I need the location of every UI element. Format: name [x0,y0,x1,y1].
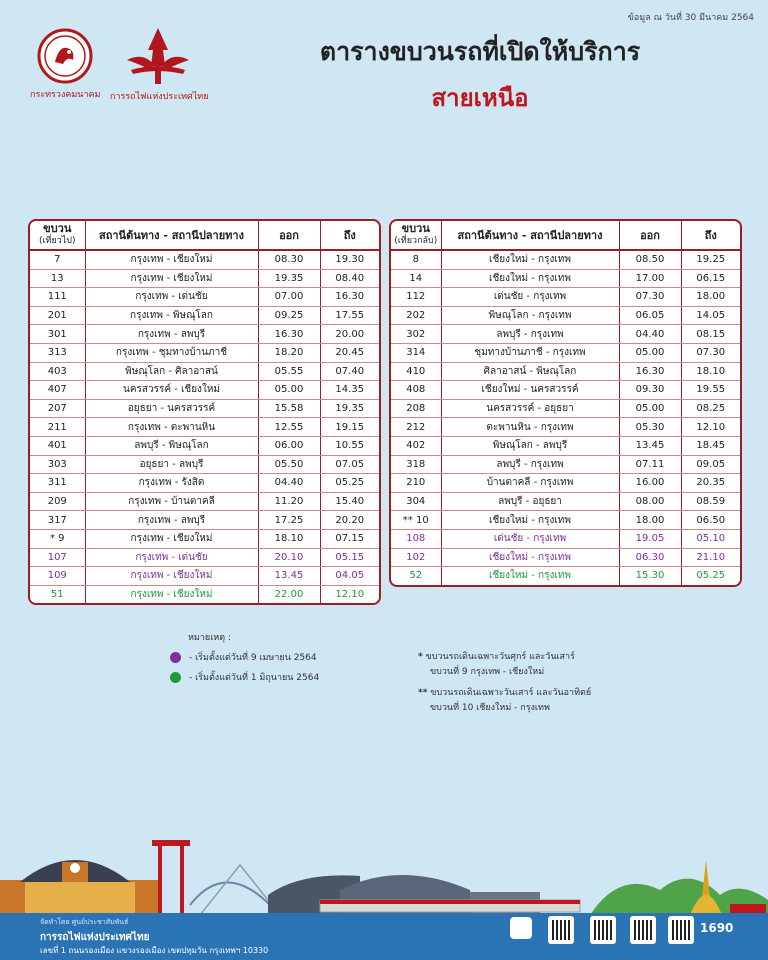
inbound-rows [391,250,740,585]
depart-time: 09.25 [258,306,320,325]
route-cell: กรุงเทพ - เด่นชัย [85,548,258,567]
arrive-time: 18.45 [681,436,740,455]
page-title: ตารางขบวนรถที่เปิดให้บริการ [319,37,641,66]
route-cell: กรุงเทพ - เด่นชัย [85,288,258,307]
arrive-time: 08.59 [681,492,740,511]
route-cell: กรุงเทพ - เชียงใหม่ [85,250,258,269]
depart-time: 05.00 [258,381,320,400]
route-cell: อยุธยา - นครสวรรค์ [85,399,258,418]
table-row [30,529,379,548]
depart-time: 08.30 [258,250,320,269]
depart-time: 18.10 [258,529,320,548]
train-notes [418,650,591,716]
legend-title: หมายเหตุ : [188,633,231,643]
table-row [30,250,379,269]
train-number: 212 [391,418,441,437]
train-number: 407 [30,381,85,400]
depart-time: 16.00 [619,474,681,493]
train-number: 201 [30,306,85,325]
note-double-star: ** ขบวนรถเดินเฉพาะวันเสาร์ และวันอาทิตย์ [418,688,592,698]
train-number: 8 [391,250,441,269]
route-cell: เด่นชัย - กรุงเทพ [441,288,619,307]
footer-address: เลขที่ 1 ถนนรองเมือง แขวงรองเมือง เขตปทุมวัน กรุงเทพฯ 10330 [40,946,269,955]
arrive-time: 20.35 [681,474,740,493]
depart-time: 19.35 [258,269,320,288]
col-train: ขบวน (เที่ยวไป) [30,221,85,250]
col-train: ขบวน (เที่ยวกลับ) [391,221,441,250]
train-number: 318 [391,455,441,474]
page-subtitle: สายเหนือ [431,84,529,112]
table-row [391,306,740,325]
route-cell: กรุงเทพ - เชียงใหม่ [85,529,258,548]
depart-time: 06.05 [619,306,681,325]
depart-time: 06.00 [258,436,320,455]
train-number: 208 [391,399,441,418]
table-row [30,567,379,586]
arrive-time: 19.25 [681,250,740,269]
arrive-time: 05.25 [696,570,726,582]
route-cell: ลพบุรี - กรุงเทพ [441,325,619,344]
route-cell: ชุมทางบ้านภาชี - กรุงเทพ [441,343,619,362]
train-number: 314 [391,343,441,362]
arrive-time: 06.50 [681,511,740,530]
arrive-time: 10.55 [320,436,379,455]
footer [0,913,768,960]
train-number: 408 [391,381,441,400]
note-single-star-detail: ขบวนที่ 9 กรุงเทพ - เชียงใหม่ [430,667,545,677]
depart-time: 05.55 [258,362,320,381]
depart-time: 07.30 [619,288,681,307]
table-row [391,529,740,548]
note-single-star: * ขบวนรถเดินเฉพาะวันศุกร์ และวันเสาร์ [418,652,575,662]
train-number: 51 [30,585,85,603]
srt-emblem-icon [123,26,193,86]
train-number: 403 [30,362,85,381]
route-cell: กรุงเทพ - ตะพานหิน [85,418,258,437]
table-row [30,436,379,455]
table-row [391,288,740,307]
train-number: 210 [391,474,441,493]
arrive-time: 20.20 [320,511,379,530]
train-number: 108 [391,529,441,548]
train-number: 13 [30,269,85,288]
footer-org: การรถไฟแห่งประเทศไทย [40,932,150,943]
table-row [30,325,379,344]
train-number: 202 [391,306,441,325]
col-depart: ออก [619,221,681,250]
depart-time: 13.45 [258,567,320,586]
route-cell: ศิลาอาสน์ - พิษณุโลก [441,362,619,381]
table-row [30,381,379,400]
depart-time: 20.10 [258,548,320,567]
qr-code-icon[interactable] [590,916,616,944]
table-row [30,399,379,418]
route-cell: กรุงเทพ - บ้านตาคลี [85,492,258,511]
train-number: 311 [30,474,85,493]
arrive-time: 07.30 [681,343,740,362]
srt-caption: การรถไฟแห่งประเทศไทย [110,92,209,102]
table-row [30,455,379,474]
depart-time: 04.40 [619,325,681,344]
table-row [30,548,379,567]
train-number: 302 [391,325,441,344]
depart-time: 18.00 [619,511,681,530]
train-number: 303 [30,455,85,474]
train-number: 107 [30,548,85,567]
table-row [30,306,379,325]
legend-item-green: - เริ่มตั้งแต่วันที่ 1 มิถุนายน 2564 [170,670,319,684]
call-center-number[interactable]: 1690 [700,921,734,935]
green-dot-icon [170,672,181,683]
train-number: 109 [30,567,85,586]
train-number: 211 [30,418,85,437]
route-cell: กรุงเทพ - เชียงใหม่ [85,269,258,288]
train-number: 317 [30,511,85,530]
arrive-time: 07.40 [320,362,379,381]
route-cell: นครสวรรค์ - เชียงใหม่ [85,381,258,400]
table-row [30,511,379,530]
table-row [30,418,379,437]
arrive-time: 20.00 [320,325,379,344]
outbound-rows [30,250,379,603]
route-cell: เชียงใหม่ - กรุงเทพ [441,511,619,530]
route-cell: กรุงเทพ - เชียงใหม่ [85,585,258,603]
route-cell: เชียงใหม่ - กรุงเทพ [441,250,619,269]
train-number: 207 [30,399,85,418]
arrive-time: 04.05 [320,567,379,586]
arrive-time: 06.15 [681,269,740,288]
depart-time: 05.00 [619,343,681,362]
route-cell: กรุงเทพ - รังสิต [85,474,258,493]
arrive-time: 05.25 [320,474,379,493]
depart-time: 08.00 [619,492,681,511]
table-row [391,343,740,362]
route-cell: เชียงใหม่ - กรุงเทพ [441,567,619,585]
route-cell: นครสวรรค์ - อยุธยา [441,399,619,418]
depart-time: 16.30 [258,325,320,344]
depart-time: 11.20 [258,492,320,511]
depart-time: 05.30 [619,418,681,437]
depart-time: 12.55 [258,418,320,437]
table-row [391,455,740,474]
arrive-time: 14.05 [681,306,740,325]
table-row [30,288,379,307]
arrive-time: 21.10 [681,548,740,567]
table-row [391,362,740,381]
train-number: 7 [30,250,85,269]
col-depart: ออก [258,221,320,250]
table-row [30,362,379,381]
train-number: 14 [391,269,441,288]
table-row [391,548,740,567]
footer-produced-by: จัดทำโดย ศูนย์ประชาสัมพันธ์ [40,918,129,926]
table-row [391,492,740,511]
depart-time: 16.30 [619,362,681,381]
date-note: ข้อมูล ณ วันที่ 30 มีนาคม 2564 [627,13,754,23]
table-row [391,511,740,530]
arrive-time: 05.15 [320,548,379,567]
arrive-time: 18.10 [681,362,740,381]
srt-logo [110,26,209,103]
train-number: 301 [30,325,85,344]
route-cell: กรุงเทพ - ลพบุรี [85,511,258,530]
train-number: 313 [30,343,85,362]
arrive-time: 16.30 [320,288,379,307]
depart-time: 15.58 [258,399,320,418]
route-cell: กรุงเทพ - ลพบุรี [85,325,258,344]
route-cell: ลพบุรี - กรุงเทพ [441,455,619,474]
train-number: * 9 [30,529,85,548]
train-number: 102 [391,548,441,567]
col-arrive: ถึง [681,221,740,250]
route-cell: ลพบุรี - อยุธยา [441,492,619,511]
depart-time: 06.30 [619,548,681,567]
table-row [391,381,740,400]
train-number: 410 [391,362,441,381]
arrive-time: 19.35 [320,399,379,418]
qr-code-icon[interactable] [548,916,574,944]
arrive-time: 20.45 [320,343,379,362]
train-number: 52 [391,567,441,585]
route-cell: กรุงเทพ - เชียงใหม่ [85,567,258,586]
table-row [391,399,740,418]
arrive-time: 15.40 [320,492,379,511]
train-number: 209 [30,492,85,511]
arrive-time: 17.55 [320,306,379,325]
arrive-time: 08.15 [681,325,740,344]
train-number: 304 [391,492,441,511]
depart-time: 05.00 [619,399,681,418]
depart-time: 05.50 [258,455,320,474]
depart-time: 19.05 [619,529,681,548]
depart-time: 08.50 [619,250,681,269]
table-row [391,418,740,437]
table-row [391,269,740,288]
arrive-time: 14.35 [320,381,379,400]
arrive-time: 19.15 [320,418,379,437]
arrive-time: 19.30 [320,250,379,269]
depart-time: 18.20 [258,343,320,362]
outbound-table [28,219,381,605]
col-route: สถานีต้นทาง - สถานีปลายทาง [441,221,619,250]
table-row [30,492,379,511]
depart-time: 15.30 [619,567,681,585]
purple-dot-icon [170,652,181,663]
route-cell: กรุงเทพ - ชุมทางบ้านภาชี [85,343,258,362]
route-cell: พิษณุโลก - กรุงเทพ [441,306,619,325]
route-cell: เด่นชัย - กรุงเทพ [441,529,619,548]
train-number: 401 [30,436,85,455]
inbound-table [389,219,742,587]
route-cell: เชียงใหม่ - กรุงเทพ [441,548,619,567]
route-cell: อยุธยา - ลพบุรี [85,455,258,474]
arrive-time: 09.05 [681,455,740,474]
depart-time: 04.40 [258,474,320,493]
table-row [30,269,379,288]
route-cell: ตะพานหิน - กรุงเทพ [441,418,619,437]
qr-code-icon[interactable] [630,916,656,944]
table-row [391,567,740,585]
arrive-time: 07.05 [320,455,379,474]
arrive-time: 18.00 [681,288,740,307]
train-number: ** 10 [391,511,441,530]
table-row [391,474,740,493]
col-arrive: ถึง [320,221,379,250]
table-row [391,436,740,455]
ministry-caption: กระทรวงคมนาคม [30,90,101,100]
table-row [30,585,379,603]
arrive-time: 08.40 [320,269,379,288]
table-row [391,325,740,344]
ministry-logo [30,28,100,101]
route-cell: เชียงใหม่ - นครสวรรค์ [441,381,619,400]
arrive-time: 12.10 [335,588,365,600]
ministry-seal-icon [37,28,93,84]
depart-time: 17.25 [258,511,320,530]
col-route: สถานีต้นทาง - สถานีปลายทาง [85,221,258,250]
skyline-illustration [0,820,768,915]
table-row [391,250,740,269]
app-icon[interactable] [510,917,532,939]
qr-code-icon[interactable] [668,916,694,944]
route-cell: พิษณุโลก - ศิลาอาสน์ [85,362,258,381]
arrive-time: 07.15 [320,529,379,548]
table-row [30,343,379,362]
table-row [30,474,379,493]
legend [170,630,319,684]
depart-time: 07.11 [619,455,681,474]
route-cell: บ้านตาคลี - กรุงเทพ [441,474,619,493]
legend-item-purple: - เริ่มตั้งแต่วันที่ 9 เมษายน 2564 [170,650,319,664]
depart-time: 22.00 [258,585,320,603]
train-number: 111 [30,288,85,307]
arrive-time: 05.10 [681,529,740,548]
depart-time: 07.00 [258,288,320,307]
note-double-star-detail: ขบวนที่ 10 เชียงใหม่ - กรุงเทพ [430,703,550,713]
arrive-time: 19.55 [681,381,740,400]
arrive-time: 08.25 [681,399,740,418]
route-cell: กรุงเทพ - พิษณุโลก [85,306,258,325]
train-number: 402 [391,436,441,455]
depart-time: 09.30 [619,381,681,400]
route-cell: พิษณุโลก - ลพบุรี [441,436,619,455]
arrive-time: 12.10 [681,418,740,437]
train-number: 112 [391,288,441,307]
route-cell: ลพบุรี - พิษณุโลก [85,436,258,455]
depart-time: 17.00 [619,269,681,288]
route-cell: เชียงใหม่ - กรุงเทพ [441,269,619,288]
depart-time: 13.45 [619,436,681,455]
